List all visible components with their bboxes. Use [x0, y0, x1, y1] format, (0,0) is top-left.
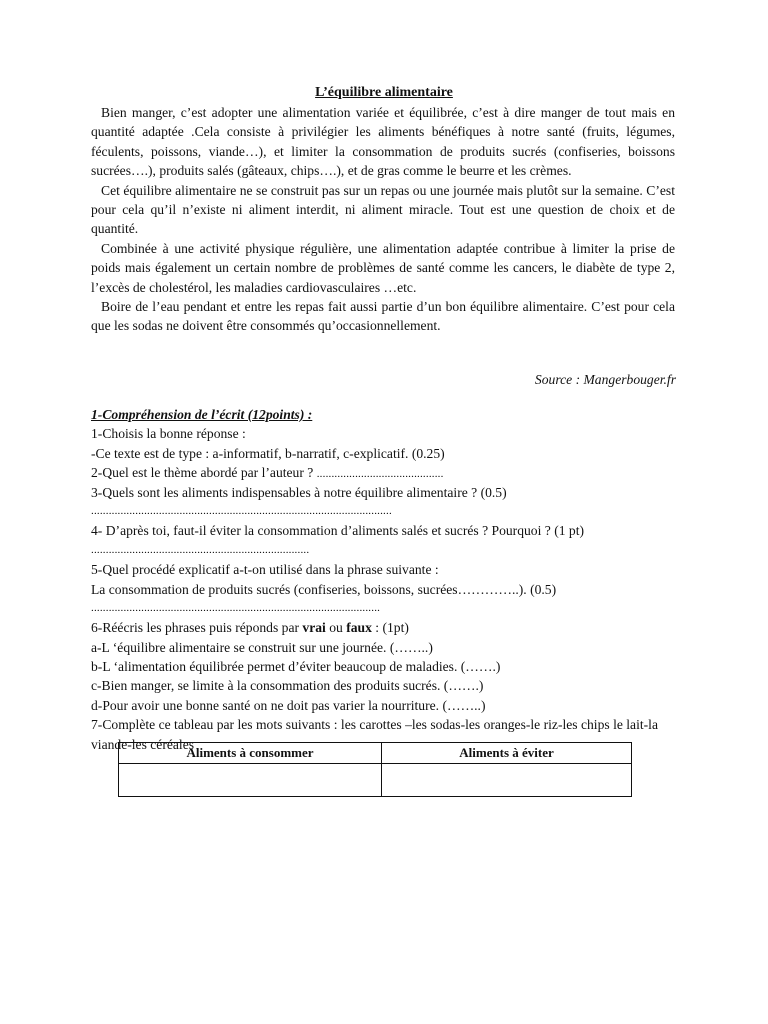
word-faux: faux [346, 620, 372, 636]
answer-dots: .......................................................................... [91, 543, 310, 556]
question-5-text: 5-Quel procédé explicatif a-t-on utilisé dans la phrase suivante : [91, 562, 439, 578]
document-title: L’équilibre alimentaire [315, 85, 453, 100]
question-7-text: 7-Complète ce tableau par les mots suivants : les carottes –les sodas-les oranges-le riz-les chips le lait-la viande-les céréales [91, 717, 658, 752]
answer-dots: .................................................................................................. [91, 601, 381, 614]
statement-a: a-L ‘équilibre alimentaire se construit sur une journée. (……..) [91, 639, 433, 655]
question-6-suffix: : (1pt) [371, 620, 409, 636]
question-6-instruction [91, 618, 681, 637]
answer-dots: ...................................................................................................... [91, 504, 392, 517]
paragraph-1: Bien manger, c’est adopter une alimentation variée et équilibrée, c’est à dire manger de tout mais en quantité adaptée .Cela consiste à privilégier les aliments bénéfiques à notre santé (fruits, légumes, féculents, poissons, viande…), et limiter la consommation de produits sucrés (confiseries, boissons sucrées….), produits salés (gâteaux, chips….), et de gras comme le beurre et les crèmes. [91, 105, 675, 179]
word-ou: ou [325, 620, 347, 636]
question-2-text: 2-Quel est le thème abordé par l’auteur ? [91, 465, 314, 481]
question-4-text: 4- D’après toi, faut-il éviter la consommation d’aliments salés et sucrés ? Pourquoi ? (1 pt) [91, 523, 585, 539]
table-row [119, 764, 632, 797]
answer-dots: ........................................... [316, 468, 444, 481]
column-header-avoid: Aliments à éviter [382, 743, 632, 764]
paragraph-4: Boire de l’eau pendant et entre les repas fait aussi partie d’un bon équilibre alimentaire. C’est pour cela que les sodas ne doivent être consommés qu’occasionnellement. [91, 299, 675, 334]
question-5-sentence: La consommation de produits sucrés (confiseries, boissons, sucrées…………..). (0.5) [91, 581, 557, 597]
section-title: 1-Compréhension de l’écrit (12points) : [91, 407, 313, 422]
column-header-consume: Aliments à consommer [119, 743, 382, 764]
statement-c: c-Bien manger, se limite à la consommation des produits sucrés. (…….) [91, 678, 484, 694]
question-1-title: 1-Choisis la bonne réponse : [91, 426, 246, 442]
statement-b: b-L ‘alimentation équilibrée permet d’éviter beaucoup de maladies. (…….) [91, 659, 501, 675]
food-table [118, 742, 632, 797]
cell-consume [119, 764, 382, 797]
question-6-prefix: 6-Réécris les phrases puis réponds par [91, 620, 303, 636]
paragraph-3: Combinée à une activité physique régulière, une alimentation adaptée contribue à limiter la prise de poids mais également un certain nombre de problèmes de santé comme les cancers, le diabète de type 2, l’excès de cholestérol, les maladies cardiovasculaires …etc. [91, 240, 675, 295]
statement-d: d-Pour avoir une bonne santé on ne doit pas varier la nourriture. (……..) [91, 697, 486, 713]
article-text [91, 103, 675, 336]
question-2 [91, 463, 681, 482]
word-vrai: vrai [302, 620, 326, 636]
table-header-row [119, 743, 632, 764]
questions-section [91, 405, 681, 754]
question-1-text: -Ce texte est de type : a-informatif, b-narratif, c-explicatif. (0.25) [91, 445, 445, 461]
paragraph-2: Cet équilibre alimentaire ne se construit pas sur un repas ou une journée mais plutôt sur la semaine. C’est pour cela qu’il n’existe ni aliment interdit, ni aliment miracle. Tout est une question de choix et de quantité. [91, 182, 675, 237]
source-line: Source : Mangerbouger.fr [534, 372, 676, 387]
cell-avoid [382, 764, 632, 797]
question-3-text: 3-Quels sont les aliments indispensables à notre équilibre alimentaire ? (0.5) [91, 484, 507, 500]
